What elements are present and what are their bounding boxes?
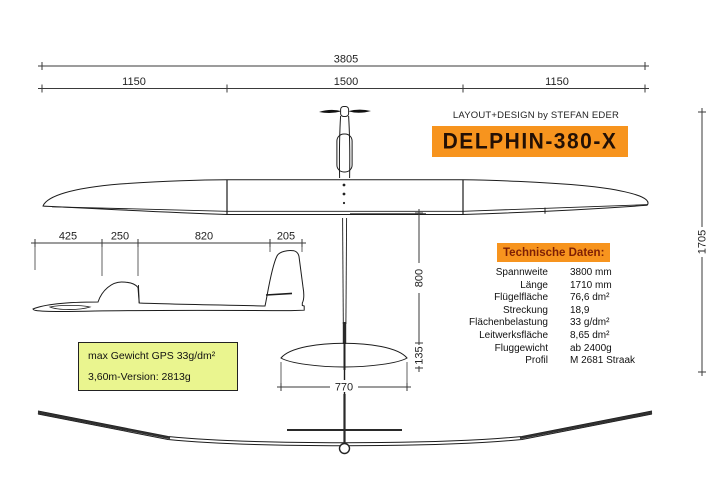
cockpit-outline <box>50 305 90 309</box>
model-name-banner <box>432 126 628 157</box>
weight-note-line1: max Gewicht GPS 33g/dm² <box>88 350 216 362</box>
dim-seg-right: 1150 <box>545 76 569 88</box>
tech-label: Flügelfläche <box>494 292 548 304</box>
tech-label: Flächenbelastung <box>469 317 548 329</box>
tech-label: Spannweite <box>495 267 548 278</box>
dim-total-span: 3805 <box>333 53 359 66</box>
dim-fin: 205 <box>276 230 296 243</box>
tech-data-table <box>420 267 650 368</box>
front-view <box>38 394 652 454</box>
tech-row <box>420 355 650 368</box>
tech-row <box>420 292 650 305</box>
tech-value: 1710 mm <box>570 279 612 291</box>
dim-nose-canopy: 425 <box>58 230 78 243</box>
tech-row <box>420 280 650 293</box>
fuselage-pod-top <box>339 116 340 178</box>
tech-row <box>420 305 650 318</box>
model-name: DELPHIN-380-X <box>442 128 618 154</box>
tech-value: 8,65 dm² <box>570 329 610 341</box>
dim-stab-chord: 135 <box>413 346 426 365</box>
tech-value: ab 2400g <box>570 342 612 354</box>
dim-seg-left: 1150 <box>122 76 146 88</box>
tech-label: Profil <box>525 355 548 367</box>
dim-seg-center: 1500 <box>333 76 359 88</box>
tech-label: Leitwerksfläche <box>479 329 548 341</box>
designer-credit: LAYOUT+DESIGN by STEFAN EDER <box>452 110 620 121</box>
outer-panel-left <box>38 413 170 439</box>
dim-overall-length: 1705 <box>696 229 709 255</box>
tech-label: Streckung <box>502 304 548 316</box>
tech-label: Fluggewicht <box>494 342 548 354</box>
dim-canopy: 250 <box>110 230 130 243</box>
side-view <box>33 251 304 312</box>
weight-note-box <box>78 342 238 391</box>
tech-value: 18,9 <box>570 304 590 316</box>
dim-stab-span: 770 <box>334 381 354 394</box>
fuselage-front-circle <box>340 444 350 454</box>
tech-value: 33 g/dm² <box>570 317 610 329</box>
tech-row <box>420 317 650 330</box>
propeller-icon <box>319 107 371 117</box>
tech-row <box>420 343 650 356</box>
tech-row <box>420 330 650 343</box>
stab-side-line <box>266 293 292 295</box>
weight-note-line2: 3,60m-Version: 2813g <box>88 371 191 383</box>
dim-boom: 820 <box>194 230 214 243</box>
centerline-dots <box>343 184 346 204</box>
tech-row <box>420 267 650 280</box>
tech-value: 76,6 dm² <box>570 292 610 304</box>
tech-value: M 2681 Straak <box>570 355 636 367</box>
tech-data-heading: Technische Daten: <box>497 243 610 262</box>
tech-label: Länge <box>520 279 548 291</box>
dim-tail-arm: 800 <box>413 268 426 288</box>
outer-panel-right <box>520 413 652 439</box>
tech-value: 3800 mm <box>570 267 612 278</box>
fuselage-side-outline <box>33 251 304 312</box>
